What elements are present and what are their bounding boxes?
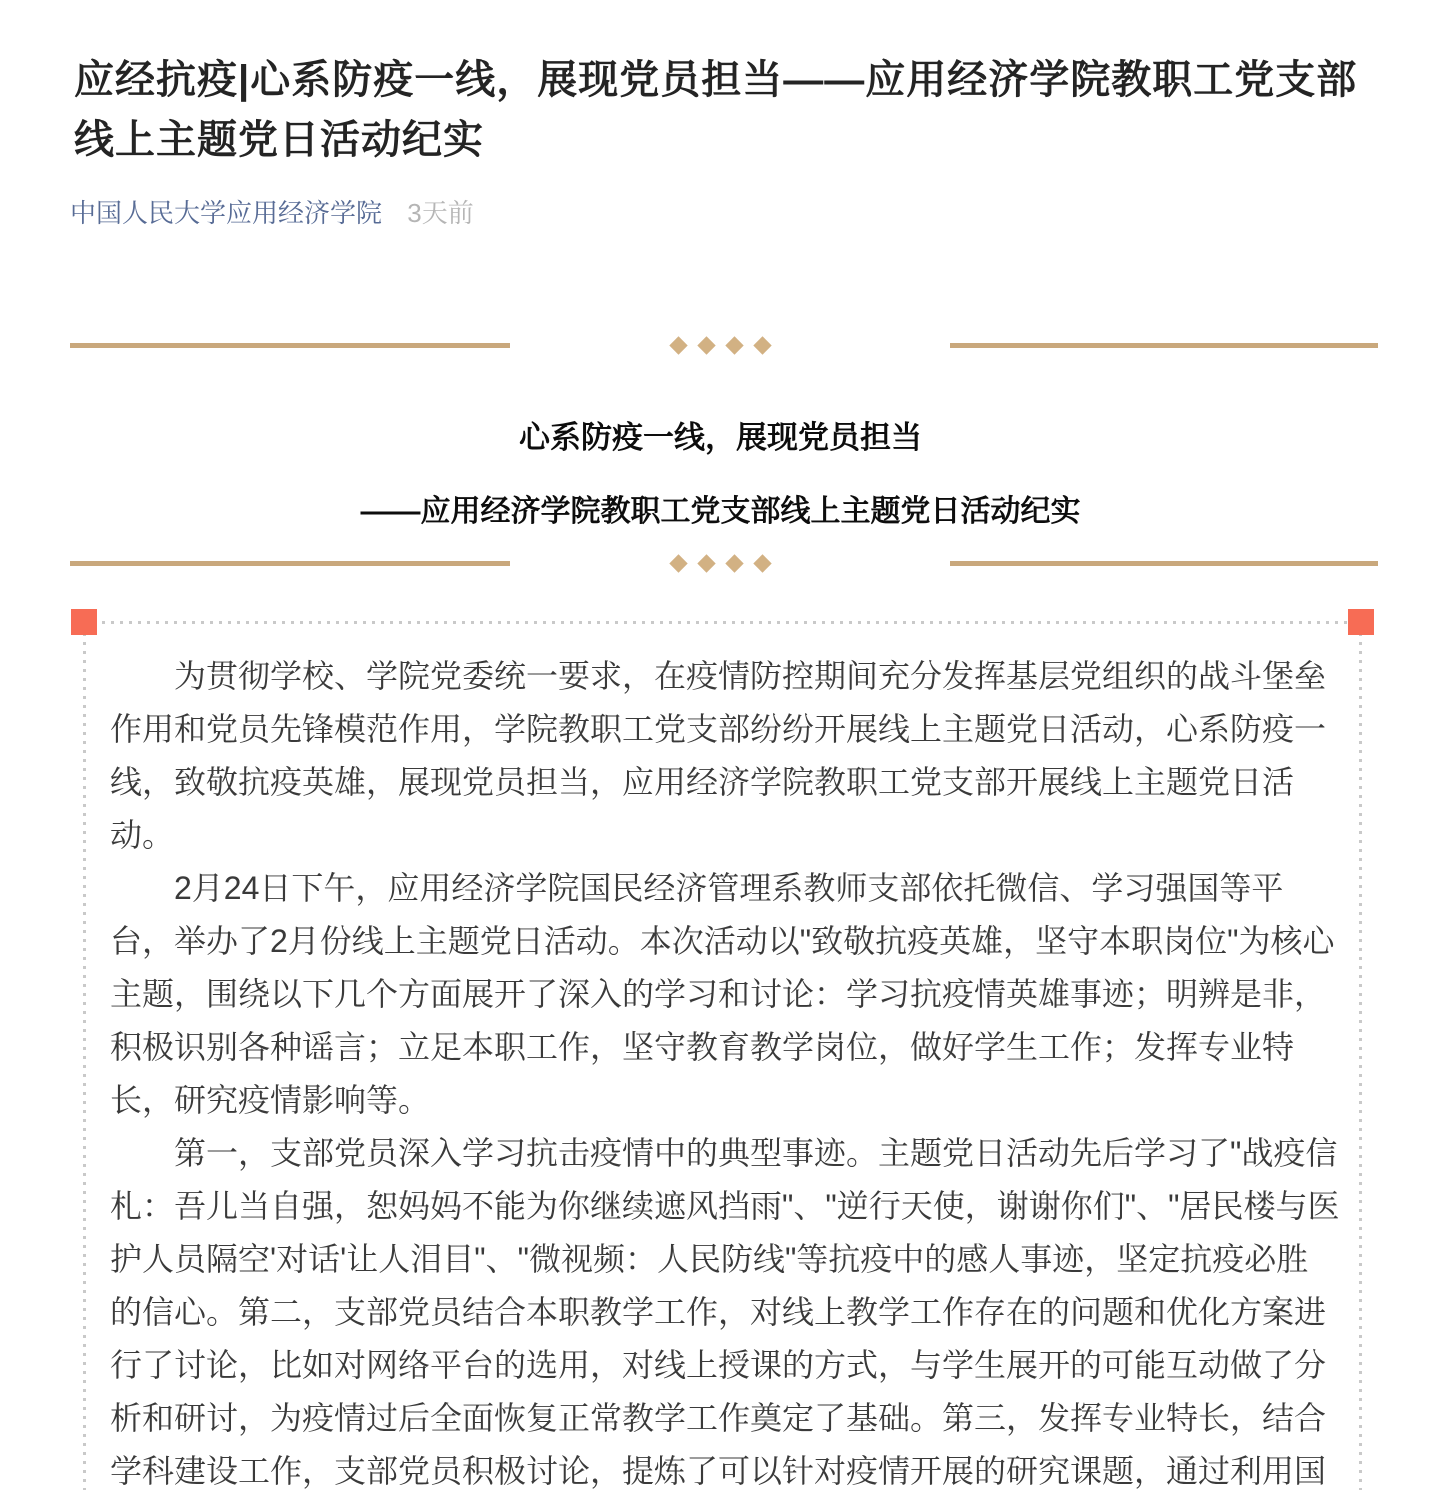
article-line: 行了讨论，比如对网络平台的选用，对线上授课的方式，与学生展开的可能互动做了分 bbox=[110, 1347, 1327, 1383]
divider-line-right bbox=[950, 561, 1378, 566]
corner-accent-right bbox=[1348, 609, 1374, 635]
article-line: 线，致敬抗疫英雄，展现党员担当，应用经济学院教职工党支部开展线上主题党日活 bbox=[110, 764, 1295, 800]
article-line: 动。 bbox=[110, 817, 175, 853]
dotted-border-top bbox=[84, 621, 1361, 624]
dotted-border-left bbox=[83, 624, 86, 1490]
article-paragraph-2 bbox=[110, 862, 1349, 1127]
article-line: 第一，支部党员深入学习抗击疫情中的典型事迹。主题党日活动先后学习了"战疫信 bbox=[174, 1135, 1338, 1171]
diamond-icon bbox=[697, 336, 715, 354]
article-text bbox=[110, 650, 1349, 1490]
article-line: 学科建设工作，支部党员积极讨论，提炼了可以针对疫情开展的研究课题，通过利用国 bbox=[110, 1453, 1327, 1489]
article-paragraph-1 bbox=[110, 650, 1349, 862]
article-line: 作用和党员先锋模范作用，学院教职工党支部纷纷开展线上主题党日活动，心系防疫一 bbox=[110, 711, 1327, 747]
diamond-icon bbox=[669, 554, 687, 572]
diamond-icon bbox=[753, 554, 771, 572]
diamond-icon bbox=[725, 554, 743, 572]
article-body-box bbox=[84, 622, 1361, 1490]
diamond-icon bbox=[753, 336, 771, 354]
ornament-divider-bottom bbox=[0, 555, 1441, 573]
publish-time: 3天前 bbox=[407, 198, 474, 228]
article-line: 札：吾儿当自强，恕妈妈不能为你继续遮风挡雨"、"逆行天使，谢谢你们"、"居民楼与医 bbox=[110, 1188, 1340, 1224]
corner-accent-left bbox=[71, 609, 97, 635]
article-line: 主题，围绕以下几个方面展开了深入的学习和讨论：学习抗疫情英雄事迹；明辨是非， bbox=[110, 976, 1327, 1012]
diamond-icon bbox=[697, 554, 715, 572]
article-line: 积极识别各种谣言；立足本职工作，坚守教育教学岗位，做好学生工作；发挥专业特 bbox=[110, 1029, 1295, 1065]
article-line: 析和研讨，为疫情过后全面恢复正常教学工作奠定了基础。第三，发挥专业特长，结合 bbox=[110, 1400, 1327, 1436]
subtitle-line2: ——应用经济学院教职工党支部线上主题党日活动纪实 bbox=[360, 495, 1081, 528]
dotted-border-right bbox=[1359, 624, 1362, 1490]
source-account-link[interactable]: 中国人民大学应用经济学院 bbox=[70, 198, 383, 228]
subtitle-line1: 心系防疫一线，展现党员担当 bbox=[519, 420, 922, 455]
article-line: 为贯彻学校、学院党委统一要求，在疫情防控期间充分发挥基层党组织的战斗堡垒 bbox=[174, 658, 1327, 694]
article-line: 台，举办了2月份线上主题党日活动。本次活动以"致敬抗疫英雄，坚守本职岗位"为核心 bbox=[110, 923, 1335, 959]
article-line: 护人员隔空'对话'让人泪目"、"微视频：人民防线"等抗疫中的感人事迹，坚定抗疫必胜 bbox=[110, 1241, 1309, 1277]
article-line: 的信心。第二，支部党员结合本职教学工作，对线上教学工作存在的问题和优化方案进 bbox=[110, 1294, 1327, 1330]
article-paragraph-3 bbox=[110, 1127, 1349, 1490]
divider-line-right bbox=[950, 343, 1378, 348]
page-title: 应经抗疫|心系防疫一线，展现党员担当——应用经济学院教职工党支部线上主题党日活动纪实 bbox=[74, 58, 1358, 162]
diamond-icon bbox=[669, 336, 687, 354]
article-line: 2月24日下午，应用经济学院国民经济管理系教师支部依托微信、学习强国等平 bbox=[174, 870, 1284, 906]
ornament-divider-top bbox=[0, 337, 1441, 355]
article-line: 长，研究疫情影响等。 bbox=[110, 1082, 431, 1118]
diamond-icon bbox=[725, 336, 743, 354]
article-meta bbox=[70, 197, 474, 229]
